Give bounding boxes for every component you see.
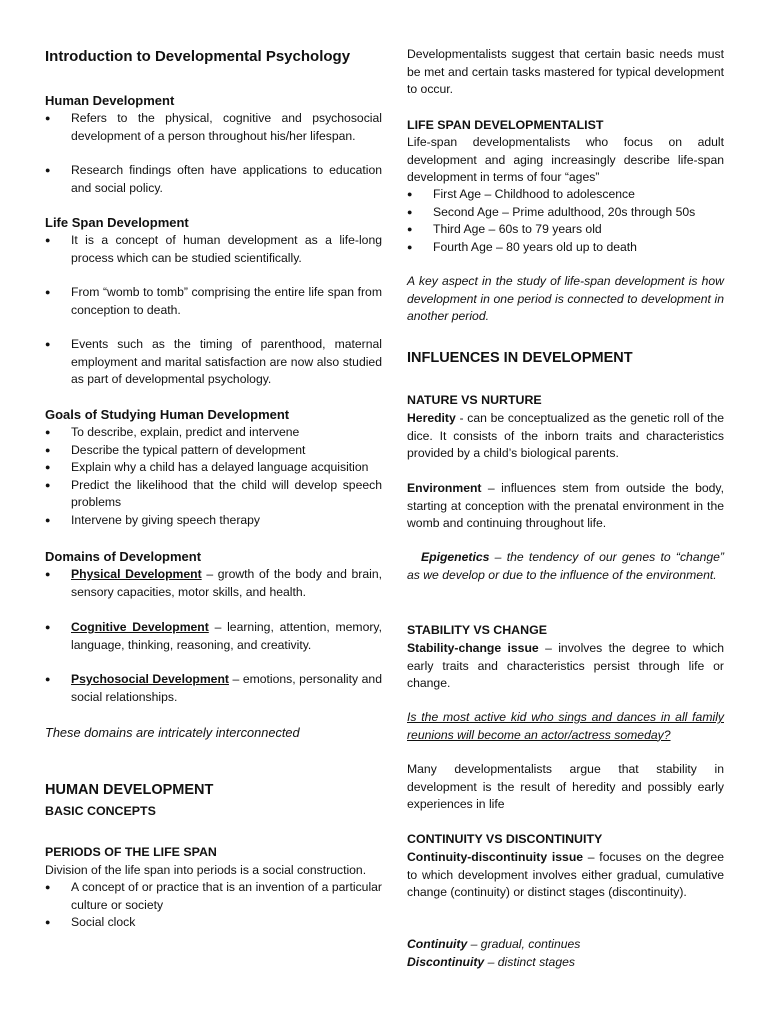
- psychosocial-development-text: – emotions, personality and social relationships.: [71, 672, 382, 704]
- goals-heading: Goals of Studying Human Development: [45, 407, 290, 422]
- heredity-paragraph: [407, 410, 724, 463]
- physical-development-text: – growth of the body and brain, sensory capacities, motor skills, and health.: [71, 567, 383, 599]
- list-item: ● Predict the likelihood that the child will develop speech problems: [45, 477, 382, 512]
- human-development-list-2: [45, 162, 382, 197]
- continuity-paragraph: [407, 849, 724, 902]
- psychosocial-development-term: Psychosocial Development: [71, 672, 229, 686]
- list-item: ● Fourth Age – 80 years old up to death: [407, 239, 724, 257]
- periods-text: Division of the life span into periods is a social construction.: [45, 863, 367, 877]
- heredity-term: Heredity: [407, 411, 456, 425]
- influences-heading: INFLUENCES IN DEVELOPMENT: [407, 350, 633, 366]
- periods-list: [45, 879, 382, 932]
- environment-term: Environment: [407, 481, 482, 495]
- list-item: ● A concept of or practice that is an invention of a particular culture or society: [45, 879, 382, 914]
- basic-concepts-subheading: BASIC CONCEPTS: [45, 804, 156, 818]
- continuity-term: Continuity: [407, 937, 468, 951]
- periods-heading: PERIODS OF THE LIFE SPAN: [45, 845, 217, 859]
- four-ages-list: [407, 186, 724, 256]
- goals-list: [45, 424, 382, 530]
- life-span-list-3: [45, 336, 382, 389]
- heredity-text: - can be conceptualized as the genetic roll of the dice. It consists of the inborn traits and characteristics provided by a child’s biological parents.: [407, 411, 724, 461]
- list-item: ● Third Age – 60s to 79 years old: [407, 221, 724, 239]
- document-title: Introduction to Developmental Psychology: [45, 48, 351, 65]
- list-item: ● Describe the typical pattern of development: [45, 442, 382, 460]
- list-item: [45, 619, 382, 654]
- stability-paragraph: [407, 640, 724, 693]
- list-item: ● Research findings often have applications to education and social policy.: [45, 162, 382, 197]
- life-span-list-1: [45, 232, 382, 267]
- list-item: [45, 671, 382, 706]
- epigenetics-term: Epigenetics: [421, 550, 490, 564]
- list-item: ● First Age – Childhood to adolescence: [407, 186, 724, 204]
- continuity-definition: [407, 936, 724, 954]
- continuity-text: – gradual, continues: [467, 937, 581, 951]
- stability-change-term: Stability-change issue: [407, 641, 539, 655]
- list-item: ● Explain why a child has a delayed language acquisition: [45, 459, 382, 477]
- discontinuity-text: – distinct stages: [484, 955, 575, 969]
- list-item: ● To describe, explain, predict and intervene: [45, 424, 382, 442]
- continuity-discontinuity-term: Continuity-discontinuity issue: [407, 850, 584, 864]
- environment-paragraph: [407, 480, 724, 533]
- life-span-list-2: [45, 284, 382, 319]
- epigenetics-text: – the tendency of our genes to “change” as we develop or due to the influence of the environment.: [407, 550, 724, 582]
- domains-note: These domains are intricately interconnected: [45, 725, 300, 740]
- life-span-development-heading: Life Span Development: [45, 215, 189, 230]
- list-item: ● From “womb to tomb” comprising the entire life span from conception to death.: [45, 284, 382, 319]
- list-item: ● Refers to the physical, cognitive and psychosocial development of a person throughout his/her lifespan.: [45, 110, 382, 145]
- list-item: ● Events such as the timing of parenthood, maternal employment and marital satisfaction are now also studied as part of developmental psychology.: [45, 336, 382, 389]
- list-item: [45, 566, 382, 601]
- domains-heading: Domains of Development: [45, 549, 202, 564]
- list-item: ● Social clock: [45, 914, 382, 932]
- environment-text: – influences stem from outside the body, starting at conception with the prenatal environment in the womb and continuing throughout life.: [407, 481, 724, 531]
- domains-list-physical: [45, 566, 382, 601]
- discontinuity-term: Discontinuity: [407, 955, 485, 969]
- human-development-list: [45, 110, 382, 145]
- human-development-heading: Human Development: [45, 93, 175, 108]
- stability-argument: Many developmentalists argue that stability in development is the result of heredity and possibly early experiences in life: [407, 762, 724, 812]
- list-item: ● Second Age – Prime adulthood, 20s through 50s: [407, 204, 724, 222]
- list-item: ● It is a concept of human development as a life-long process which can be studied scientifically.: [45, 232, 382, 267]
- key-aspect-text: A key aspect in the study of life-span development is how development in one period is connected to development in another period.: [407, 274, 724, 324]
- developmentalists-intro: Developmentalists suggest that certain basic needs must be met and certain tasks mastered for typical development to occur.: [407, 47, 724, 97]
- life-span-developmentalist-heading: LIFE SPAN DEVELOPMENTALIST: [407, 118, 604, 132]
- continuity-discontinuity-text: – focuses on the degree to which development involves either gradual, cumulative change (continuity) or distinct stages (discontinuity).: [407, 850, 724, 900]
- nature-vs-nurture-heading: NATURE VS NURTURE: [407, 393, 542, 407]
- life-span-developmentalist-text: Life-span developmentalists who focus on adult development and aging increasingly describe life-span development in terms of four “ages”: [407, 135, 724, 185]
- discontinuity-definition: [407, 954, 724, 972]
- epigenetics-paragraph: [407, 549, 724, 584]
- domains-list-psychosocial: [45, 671, 382, 706]
- stability-question: Is the most active kid who sings and dances in all family reunions will become an actor/actress someday?: [407, 710, 724, 742]
- stability-change-text: – involves the degree to which early traits and characteristics persist through life or change.: [407, 641, 725, 691]
- human-development-section-heading: HUMAN DEVELOPMENT: [45, 782, 214, 798]
- cognitive-development-term: Cognitive Development: [71, 620, 209, 634]
- list-item: ● Intervene by giving speech therapy: [45, 512, 382, 530]
- domains-list-cognitive: [45, 619, 382, 654]
- physical-development-term: Physical Development: [71, 567, 202, 581]
- cognitive-development-text: – learning, attention, memory, language, thinking, reasoning, and creativity.: [71, 620, 382, 652]
- continuity-heading: CONTINUITY VS DISCONTINUITY: [407, 832, 603, 846]
- stability-vs-change-heading: STABILITY VS CHANGE: [407, 623, 547, 637]
